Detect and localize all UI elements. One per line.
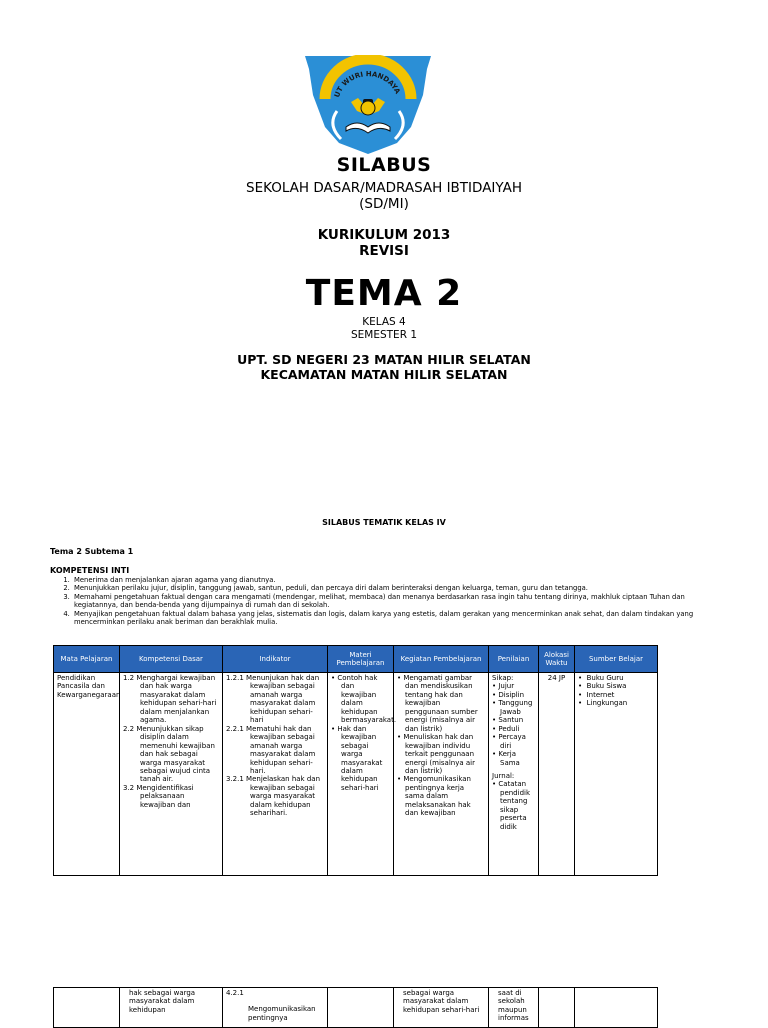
svg-text:TUT WURI HANDAYANI: UT WURI HANDAYA	[332, 70, 402, 99]
basic-competence-cell	[120, 673, 223, 876]
assessment-cell	[489, 673, 539, 876]
list-item: 3. Memahami pengetahuan faktual dengan cara mengamati (mendengar, melihat, membaca) dan menanya berdasarkan rasa ingin tahu tentang dirinya, makhluk ciptaan Tuhan dan kegiatannya, dan benda-benda yang dijumpainya di rumah dan di sekolah.	[72, 593, 712, 610]
list-item: 3.2 Mengidentifikasi pelaksanaan kewajiban dan	[123, 783, 194, 809]
semester-label: SEMESTER 1	[350, 329, 418, 341]
list-item: • Buku Guru	[578, 674, 624, 682]
column-header: Kompetensi Dasar	[120, 646, 223, 673]
journal-label: Jurnal:	[492, 771, 515, 780]
curriculum-line-2: REVISI	[359, 243, 409, 259]
table-row	[54, 988, 658, 1028]
school-type: SEKOLAH DASAR/MADRASAH IBTIDAIYAH	[246, 180, 522, 196]
grade-label: KELAS 4	[362, 316, 406, 328]
column-header: Penilaian	[489, 646, 539, 673]
time-allocation-cell	[539, 988, 575, 1028]
syllabus-table	[53, 645, 658, 876]
list-item: 2.2.1 Mematuhi hak dan kewajiban sebagai amanah warga masyarakat dalam kehidupan sehari-hari.	[226, 724, 316, 775]
indicator-cell: 4.2.1 Mengomunikasikan pentingnya	[223, 988, 328, 1028]
list-item: • Catatan pendidik tentang sikap peserta didik	[492, 780, 531, 831]
source-cell	[575, 673, 658, 876]
column-header: Indikator	[223, 646, 328, 673]
list-item: • Buku Siswa	[578, 682, 627, 691]
curriculum-line-1: KURIKULUM 2013	[317, 227, 451, 243]
column-header: Kegiatan Pembelajaran	[394, 646, 489, 673]
subtheme-label: Tema 2 Subtema 1	[50, 547, 134, 556]
subject-cell: Pendidikan Pancasila dan Kewarganegaraan	[54, 673, 120, 876]
attitude-label: Sikap:	[492, 674, 514, 682]
list-item: • Tanggung Jawab	[492, 699, 533, 716]
list-item: • Lingkungan	[578, 699, 628, 708]
material-cell	[328, 988, 394, 1028]
syllabus-heading: SILABUS TEMATIK KELAS IV	[322, 518, 446, 527]
list-item: 1.2 Menghargai kewajiban dan hak warga masyarakat dalam kehidupan sehari-hari dalam menjalankan agama.	[123, 674, 217, 725]
activity-cell: sebagai warga masyarakat dalam kehidupan sehari-hari	[394, 988, 489, 1028]
column-header: Sumber Belajar	[575, 646, 658, 673]
basic-competence-cell: hak sebagai warga masyarakat dalam kehidupan	[120, 988, 223, 1028]
list-item: • Santun	[492, 716, 524, 725]
column-header: Mata Pelajaran	[54, 646, 120, 673]
source-cell	[575, 988, 658, 1028]
list-item: • Mengomunikasikan pentingnya kerja sama dalam melaksanakan hak dan kewajiban	[397, 775, 471, 818]
list-item: 4. Menyajikan pengetahuan faktual dalam bahasa yang jelas, sistematis dan logis, dalam karya yang estetis, dalam gerakan yang mencerminkan anak sehat, dan dalam tindakan yang mencerminkan perilaku anak beriman dan berakhlak mulia.	[72, 610, 712, 627]
list-item: • Percaya diri	[492, 733, 526, 750]
list-item: • Menuliskan hak dan kewajiban individu terkait penggunaan energi (misalnya air dan listrik)	[397, 733, 475, 775]
table-row	[54, 673, 658, 876]
subject-cell	[54, 988, 120, 1028]
core-competence-label: KOMPETENSI INTI	[50, 566, 130, 575]
list-item: • Jujur	[492, 682, 515, 691]
time-allocation-cell: 24 JP	[539, 673, 575, 876]
column-header: Materi Pembelajaran	[328, 646, 394, 673]
document-title: SILABUS	[336, 154, 432, 176]
column-header: Alokasi Waktu	[539, 646, 575, 673]
list-item: 1.2.1 Menunjukan hak dan kewajiban sebagai amanah warga masyarakat dalam kehidupan sehari-hari	[226, 674, 320, 725]
list-item: • Disiplin	[492, 690, 525, 699]
school-name: UPT. SD NEGERI 23 MATAN HILIR SELATAN	[237, 352, 531, 367]
list-item: 2. Menunjukkan perilaku jujur, disiplin, tanggung jawab, santun, peduli, dan percaya diri dalam berinteraksi dengan keluarga, teman, guru dan tetangga.	[72, 584, 712, 592]
syllabus-table-continued	[53, 987, 658, 1028]
list-item: • Hak dan kewajiban sebagai warga masyarakat dalam kehidupan sehari-hari	[331, 724, 383, 792]
assessment-cell: saat di sekolah maupun informas	[489, 988, 539, 1028]
district-name: KECAMATAN MATAN HILIR SELATAN	[260, 367, 508, 382]
list-item: • Contoh hak dan kewajiban dalam kehidupan bermasyarakat.	[331, 674, 397, 725]
core-competence-list	[50, 576, 712, 626]
school-type-short: (SD/MI)	[359, 196, 409, 212]
list-item: 1. Menerima dan menjalankan ajaran agama yang dianutnya.	[72, 576, 712, 584]
list-item: • Peduli	[492, 724, 520, 733]
table-header-row	[54, 646, 658, 673]
list-item: • Mengamati gambar dan mendiskusikan tentang hak dan kewajiban penggunaan sumber energi (misalnya air dan listrik)	[397, 674, 478, 733]
activity-cell	[394, 673, 489, 876]
material-cell	[328, 673, 397, 876]
list-item: 3.2.1 Menjelaskan hak dan kewajiban sebagai warga masyarakat dalam kehidupan seharihari.	[226, 775, 321, 818]
tut-wuri-handayani-logo	[299, 55, 437, 155]
list-item: 2.2 Menunjukkan sikap disiplin dalam memenuhi kewajiban dan hak sebagai warga masyarakat sebagai wujud cinta tanah air.	[123, 724, 215, 784]
list-item: • Internet	[578, 690, 615, 699]
list-item: • Kerja Sama	[492, 750, 520, 767]
theme-heading: TEMA 2	[305, 273, 463, 314]
indicator-cell	[223, 673, 328, 876]
